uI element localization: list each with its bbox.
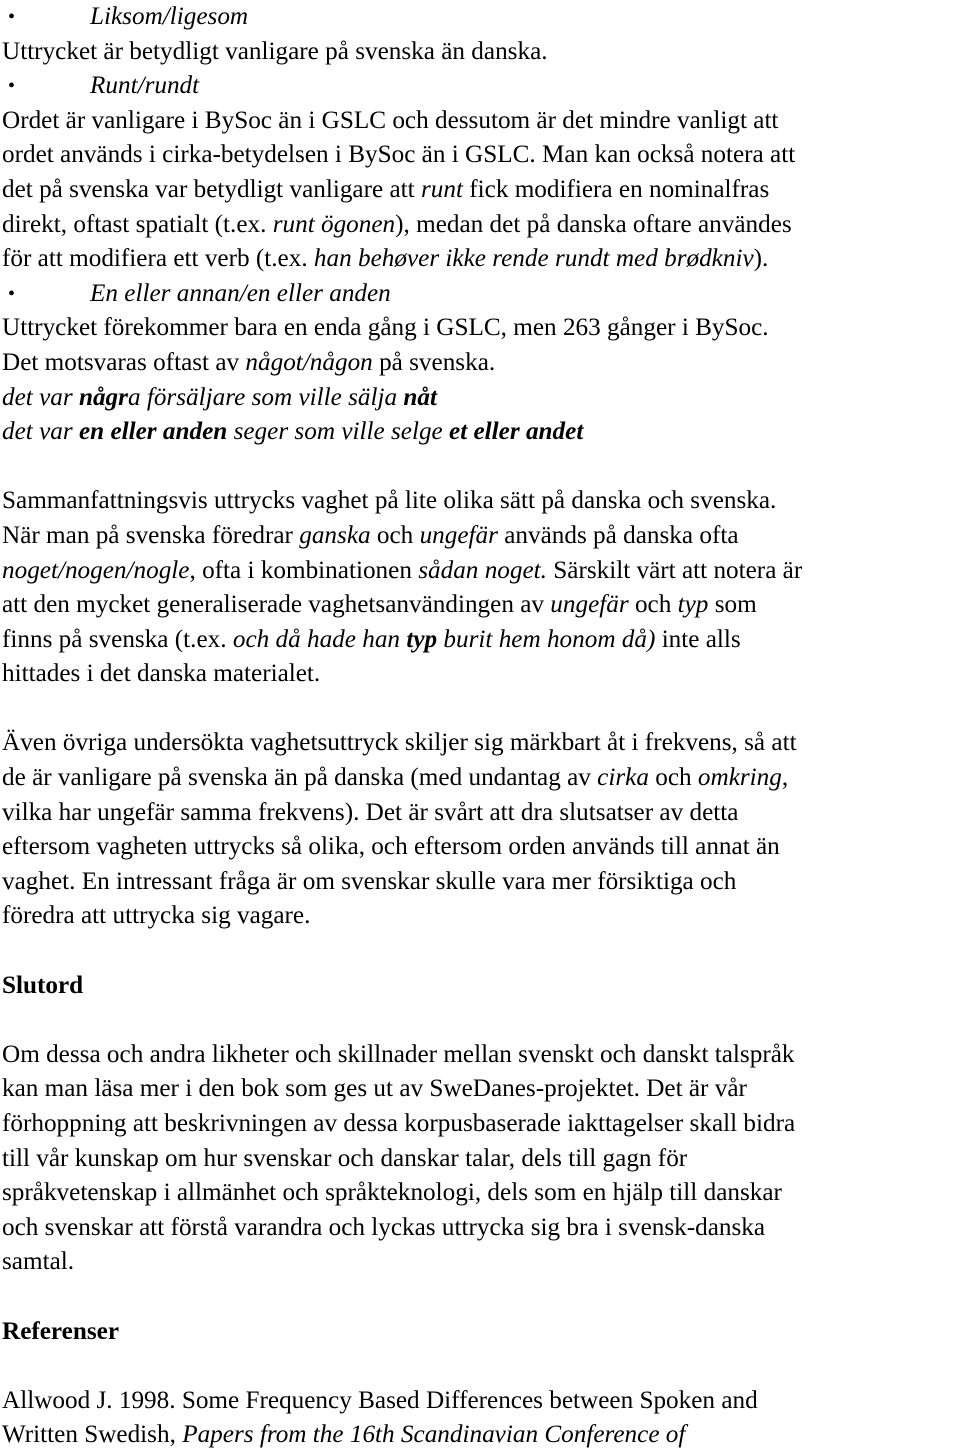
text-span: ), medan det på danska oftare användes bbox=[395, 210, 792, 238]
text-span: När man på svenska föredrar bbox=[2, 521, 300, 549]
text-span: det var bbox=[2, 418, 79, 446]
italic-term: ungefär bbox=[550, 591, 629, 619]
italic-example: han behøver ikke rende rundt med brødkniv bbox=[313, 245, 754, 273]
paragraph-line: till vår kunskap om hur svenskar och danskar talar, dels till gagn för bbox=[2, 1144, 688, 1172]
text-span: det på svenska var betydligt vanligare att bbox=[2, 175, 421, 203]
text-span: seger som ville selge bbox=[227, 418, 450, 446]
paragraph-gap bbox=[2, 692, 958, 727]
text-span: som bbox=[708, 591, 757, 619]
bold-span: en eller anden bbox=[78, 418, 228, 446]
paragraph-line: samtal. bbox=[2, 1248, 75, 1276]
bold-span: et eller andet bbox=[449, 418, 584, 446]
text-span: ). bbox=[753, 245, 769, 273]
bullet-term: Liksom/ligesom bbox=[90, 3, 249, 30]
italic-term: runt bbox=[420, 175, 463, 203]
bullet-item-runt bbox=[2, 69, 958, 104]
paragraph-line: vaghet. En intressant fråga är om svenskar skulle vara mer försiktiga och bbox=[2, 867, 737, 895]
bullet-term: En eller annan/en eller anden bbox=[90, 279, 391, 307]
text-span: de är vanligare på svenska än på danska (med undantag av bbox=[2, 764, 598, 792]
paragraph-line bbox=[2, 623, 958, 658]
bullet-icon: • bbox=[8, 75, 16, 98]
paragraph-gap bbox=[2, 1003, 958, 1038]
paragraph-line: Även övriga undersökta vaghetsuttryck skiljer sig märkbart åt i frekvens, så att bbox=[2, 729, 797, 757]
paragraph-gap bbox=[2, 1280, 958, 1315]
paragraph-line: Sammanfattningsvis uttrycks vaghet på lite olika sätt på danska och svenska. bbox=[2, 487, 777, 515]
paragraph-line: och svenskar att förstå varandra och lyckas uttrycka sig bra i svensk-danska bbox=[2, 1213, 766, 1241]
text-span: det var bbox=[2, 383, 79, 411]
text-span: används på danska ofta bbox=[497, 521, 739, 549]
text-span: Det motsvaras oftast av bbox=[2, 348, 246, 376]
text-span: för att modifiera ett verb (t.ex. bbox=[2, 245, 314, 273]
paragraph-line bbox=[2, 346, 958, 381]
italic-term: ungefär bbox=[419, 521, 498, 549]
paragraph-line bbox=[2, 519, 958, 554]
section-heading-referenser: Referenser bbox=[2, 1317, 120, 1345]
paragraph-line: föredra att uttrycka sig vagare. bbox=[2, 902, 311, 930]
text-span: , ofta i kombinationen bbox=[189, 556, 419, 584]
italic-term: cirka bbox=[597, 764, 649, 792]
text-span: Särskilt värt att notera är bbox=[546, 556, 803, 584]
paragraph-gap bbox=[2, 934, 958, 969]
paragraph-line: förhoppning att beskrivningen av dessa korpusbaserade iakttagelser skall bidra bbox=[2, 1110, 796, 1137]
example-line-swedish bbox=[2, 381, 958, 416]
document-page bbox=[2, 0, 958, 1453]
italic-term: sådan noget. bbox=[418, 556, 547, 584]
italic-term: något/någon bbox=[245, 348, 373, 376]
reference-line: Allwood J. 1998. Some Frequency Based Differences between Spoken and bbox=[2, 1386, 758, 1414]
text-span: och bbox=[648, 764, 698, 792]
paragraph-line bbox=[2, 761, 958, 796]
text-span: att den mycket generaliserade vaghetsanvändingen av bbox=[2, 591, 551, 619]
italic-term: runt ögonen bbox=[272, 210, 396, 238]
italic-term: omkring bbox=[697, 764, 782, 792]
bold-span: någr bbox=[78, 383, 128, 411]
italic-term: ganska bbox=[299, 521, 371, 549]
italic-term: noget/nogen/nogle bbox=[2, 556, 190, 584]
example-line-danish bbox=[2, 415, 958, 450]
paragraph-line: ordet används i cirka-betydelsen i BySoc än i GSLC. Man kan också notera att bbox=[2, 141, 796, 169]
text-span: på svenska. bbox=[372, 348, 496, 376]
paragraph-line bbox=[2, 173, 958, 208]
reference-line bbox=[2, 1418, 958, 1453]
paragraph-line: Om dessa och andra likheter och skillnader mellan svenskt och danskt talspråk bbox=[2, 1040, 795, 1068]
section-heading-slutord: Slutord bbox=[2, 971, 84, 999]
text-span: Written Swedish, bbox=[2, 1421, 183, 1449]
text-span: fick modifiera en nominalfras bbox=[462, 175, 770, 203]
paragraph-line: kan man läsa mer i den bok som ges ut av SweDanes-projektet. Det är vår bbox=[2, 1075, 747, 1103]
italic-title: Papers from the 16th Scandinavian Conference of bbox=[182, 1421, 686, 1449]
paragraph-gap bbox=[2, 450, 958, 485]
paragraph-gap bbox=[2, 1349, 958, 1384]
text-span: direkt, oftast spatialt (t.ex. bbox=[2, 210, 273, 238]
bullet-item-en-eller-annan bbox=[2, 277, 958, 312]
bullet-term: Runt/rundt bbox=[90, 72, 200, 100]
text-span: och bbox=[628, 591, 678, 619]
paragraph-line bbox=[2, 242, 958, 277]
paragraph-line: hittades i det danska materialet. bbox=[2, 660, 321, 688]
paragraph-line: eftersom vagheten uttrycks så olika, och eftersom orden används till annat än bbox=[2, 833, 780, 861]
paragraph-line bbox=[2, 208, 958, 243]
text-span: inte alls bbox=[655, 625, 741, 653]
paragraph-line: Ordet är vanligare i BySoc än i GSLC och dessutom är det mindre vanligt att bbox=[2, 106, 779, 134]
paragraph-line bbox=[2, 588, 958, 623]
paragraph-line: vilka har ungefär samma frekvens). Det är svårt att dra slutsatser av detta bbox=[2, 798, 739, 826]
text-span: a försäljare som ville sälja bbox=[127, 383, 404, 411]
text-span: , bbox=[781, 764, 789, 792]
paragraph-line bbox=[2, 554, 958, 589]
italic-example: och då hade han bbox=[232, 625, 407, 653]
paragraph-line: språkvetenskap i allmänhet och språkteknologi, dels som en hjälp till danskar bbox=[2, 1179, 782, 1207]
bold-italic-term: typ bbox=[406, 625, 438, 653]
bullet-icon: • bbox=[8, 6, 16, 28]
text-span: finns på svenska (t.ex. bbox=[2, 625, 233, 653]
italic-example: burit hem honom då) bbox=[437, 625, 656, 653]
text-span: och bbox=[370, 521, 420, 549]
paragraph-line: Uttrycket är betydligt vanligare på svenska än danska. bbox=[2, 37, 548, 65]
paragraph-line: Uttrycket förekommer bara en enda gång i GSLC, men 263 gånger i BySoc. bbox=[2, 314, 769, 342]
bullet-item-liksom bbox=[2, 0, 958, 35]
bold-span: nåt bbox=[403, 383, 437, 411]
bullet-icon: • bbox=[8, 282, 16, 305]
italic-term: typ bbox=[677, 591, 709, 619]
